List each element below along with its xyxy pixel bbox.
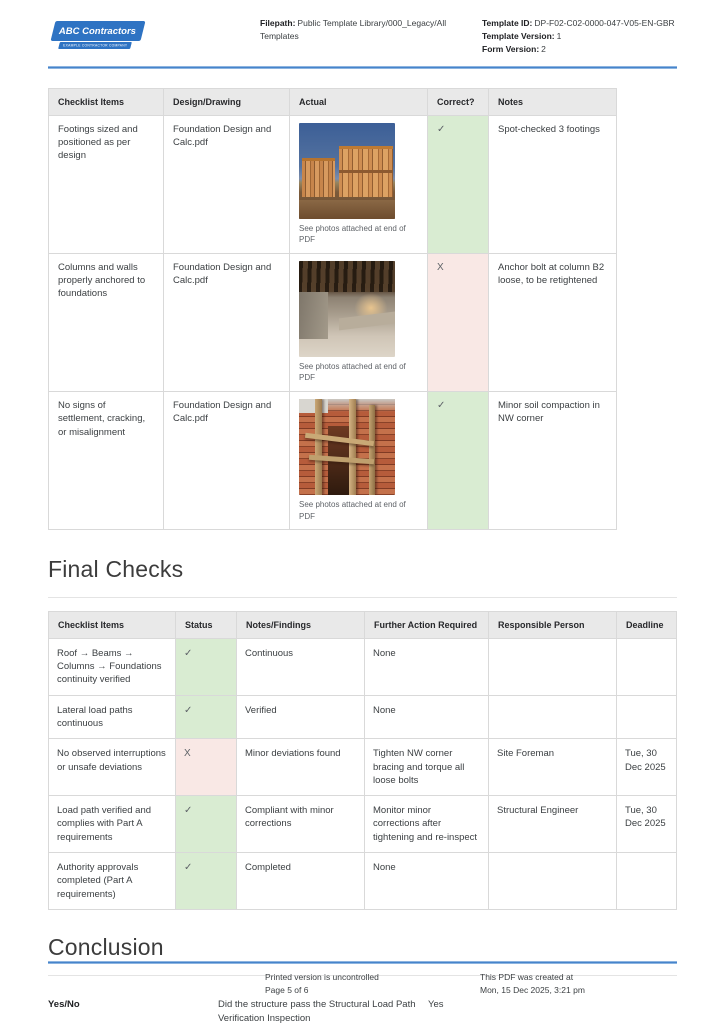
table-row (49, 391, 617, 529)
form-version-value: 2 (541, 43, 546, 54)
photo-basement-interior (299, 261, 395, 357)
header-divider (48, 66, 677, 69)
checklist-item-cell: Load path verified and complies with Part A requirements (49, 796, 176, 853)
actual-cell (290, 253, 428, 391)
further-action-cell: None (365, 853, 489, 910)
photo-caption: See photos attached at end of PDF (299, 223, 406, 245)
uncontrolled-note: Printed version is uncontrolled (265, 972, 379, 982)
status-cell: ✓ (176, 638, 237, 695)
template-version-label: Template Version: (482, 30, 555, 41)
checklist-item-cell: Lateral load paths continuous (49, 695, 176, 739)
deadline-cell (617, 638, 677, 695)
checklist-item-cell: No signs of settlement, cracking, or misalignment (49, 391, 164, 529)
further-action-cell: None (365, 638, 489, 695)
checklist-item-cell: Authority approvals completed (Part A requirements) (49, 853, 176, 910)
created-at-value: Mon, 15 Dec 2025, 3:21 pm (480, 985, 585, 996)
column-header-checklist-items: Checklist Items (49, 612, 176, 639)
logo-title: ABC Contractors (59, 25, 137, 37)
photo-brick-shoring (299, 399, 395, 495)
actual-cell (290, 391, 428, 529)
filepath-block (260, 17, 475, 43)
page-footer (48, 961, 677, 997)
photo-layer (369, 405, 375, 495)
company-logo (53, 21, 149, 49)
table-header-row (49, 612, 677, 639)
template-version-value: 1 (556, 30, 562, 41)
design-drawing-cell: Foundation Design and Calc.pdf (164, 115, 290, 253)
further-action-cell: Monitor minor corrections after tightening and re-inspect (365, 796, 489, 853)
notes-findings-cell: Minor deviations found (237, 739, 365, 796)
design-drawing-cell: Foundation Design and Calc.pdf (164, 253, 290, 391)
table-header-row (49, 89, 617, 116)
notes-findings-cell: Verified (237, 695, 365, 739)
responsible-person-cell: Site Foreman (489, 739, 617, 796)
notes-cell: Spot-checked 3 footings (489, 115, 617, 253)
logo-sub-banner (58, 42, 132, 49)
photo-caption: See photos attached at end of PDF (299, 499, 406, 521)
deadline-cell (617, 695, 677, 739)
filepath-value: Public Template Library/000_Legacy/All Templates (260, 18, 447, 41)
status-cell: ✓ (176, 796, 237, 853)
template-id-row (482, 17, 682, 30)
footer-left-block (265, 971, 480, 997)
table-row (49, 853, 677, 910)
responsible-person-cell (489, 695, 617, 739)
notes-findings-cell: Compliant with minor corrections (237, 796, 365, 853)
photo-layer (315, 399, 322, 495)
correct-cell: ✓ (428, 115, 489, 253)
filepath-label: Filepath: (260, 18, 296, 28)
table-row (49, 796, 677, 853)
template-id-value: DP-F02-C02-0000-047-V05-EN-GBR (534, 18, 675, 28)
conclusion-question: Did the structure pass the Structural Load Path Verification Inspection (218, 998, 416, 1024)
photo-timber-framing (299, 123, 395, 219)
deadline-cell: Tue, 30 Dec 2025 (617, 739, 677, 796)
column-header-further-action: Further Action Required (365, 612, 489, 639)
correct-cell: ✓ (428, 391, 489, 529)
deadline-cell (617, 853, 677, 910)
photo-layer (339, 146, 393, 198)
further-action-cell: Tighten NW corner bracing and torque all loose bolts (365, 739, 489, 796)
created-at-label: This PDF was created at (480, 972, 574, 982)
table-row (49, 739, 677, 796)
template-meta-block (482, 17, 682, 55)
column-header-actual: Actual (290, 89, 428, 116)
actual-cell (290, 115, 428, 253)
column-header-checklist-items: Checklist Items (49, 89, 164, 116)
checklist-item-cell: No observed interruptions or unsafe deviations (49, 739, 176, 796)
form-version-label: Form Version: (482, 43, 540, 54)
column-header-design-drawing: Design/Drawing (164, 89, 290, 116)
table-row (49, 253, 617, 391)
final-checks-table (48, 611, 677, 910)
photo-layer (349, 399, 356, 495)
footer-text (48, 964, 677, 997)
photo-layer (302, 158, 336, 197)
page-number: Page 5 of 6 (265, 985, 309, 996)
correct-cell: X (428, 253, 489, 391)
section-divider (48, 597, 677, 598)
status-cell: ✓ (176, 853, 237, 910)
form-version-row (482, 43, 682, 56)
status-cell: X (176, 739, 237, 796)
further-action-cell: None (365, 695, 489, 739)
notes-cell: Anchor bolt at column B2 loose, to be retightened (489, 253, 617, 391)
photo-layer (299, 399, 328, 413)
deadline-cell: Tue, 30 Dec 2025 (617, 796, 677, 853)
responsible-person-cell (489, 853, 617, 910)
notes-cell: Minor soil compaction in NW corner (489, 391, 617, 529)
column-header-notes: Notes (489, 89, 617, 116)
checklist-item-cell: Footings sized and positioned as per design (49, 115, 164, 253)
footer-right-block (480, 971, 585, 997)
notes-findings-cell: Continuous (237, 638, 365, 695)
column-header-notes-findings: Notes/Findings (237, 612, 365, 639)
template-id-label: Template ID: (482, 18, 533, 28)
logo-subtitle: EXAMPLE CONTRACTOR COMPANY (62, 43, 128, 48)
conclusion-answer: Yes (428, 998, 444, 1010)
column-header-responsible-person: Responsible Person (489, 612, 617, 639)
checklist-item-cell: Roof → Beams → Columns → Foundations continuity verified (49, 638, 176, 695)
status-cell: ✓ (176, 695, 237, 739)
responsible-person-cell: Structural Engineer (489, 796, 617, 853)
notes-findings-cell: Completed (237, 853, 365, 910)
conclusion-label: Yes/No (48, 998, 80, 1010)
responsible-person-cell (489, 638, 617, 695)
column-header-deadline: Deadline (617, 612, 677, 639)
design-drawing-cell: Foundation Design and Calc.pdf (164, 391, 290, 529)
column-header-correct: Correct? (428, 89, 489, 116)
page-header (48, 0, 677, 69)
template-version-row (482, 30, 682, 43)
column-header-status: Status (176, 612, 237, 639)
table-row (49, 638, 677, 695)
section-title-conclusion: Conclusion (48, 933, 164, 960)
section-title-final-checks: Final Checks (48, 556, 184, 583)
verification-checklist-table (48, 88, 617, 530)
photo-layer (299, 292, 328, 338)
table-row (49, 695, 677, 739)
photo-caption: See photos attached at end of PDF (299, 361, 406, 383)
table-row (49, 115, 617, 253)
photo-layer (299, 200, 395, 218)
logo-banner (51, 21, 146, 41)
checklist-item-cell: Columns and walls properly anchored to foundations (49, 253, 164, 391)
